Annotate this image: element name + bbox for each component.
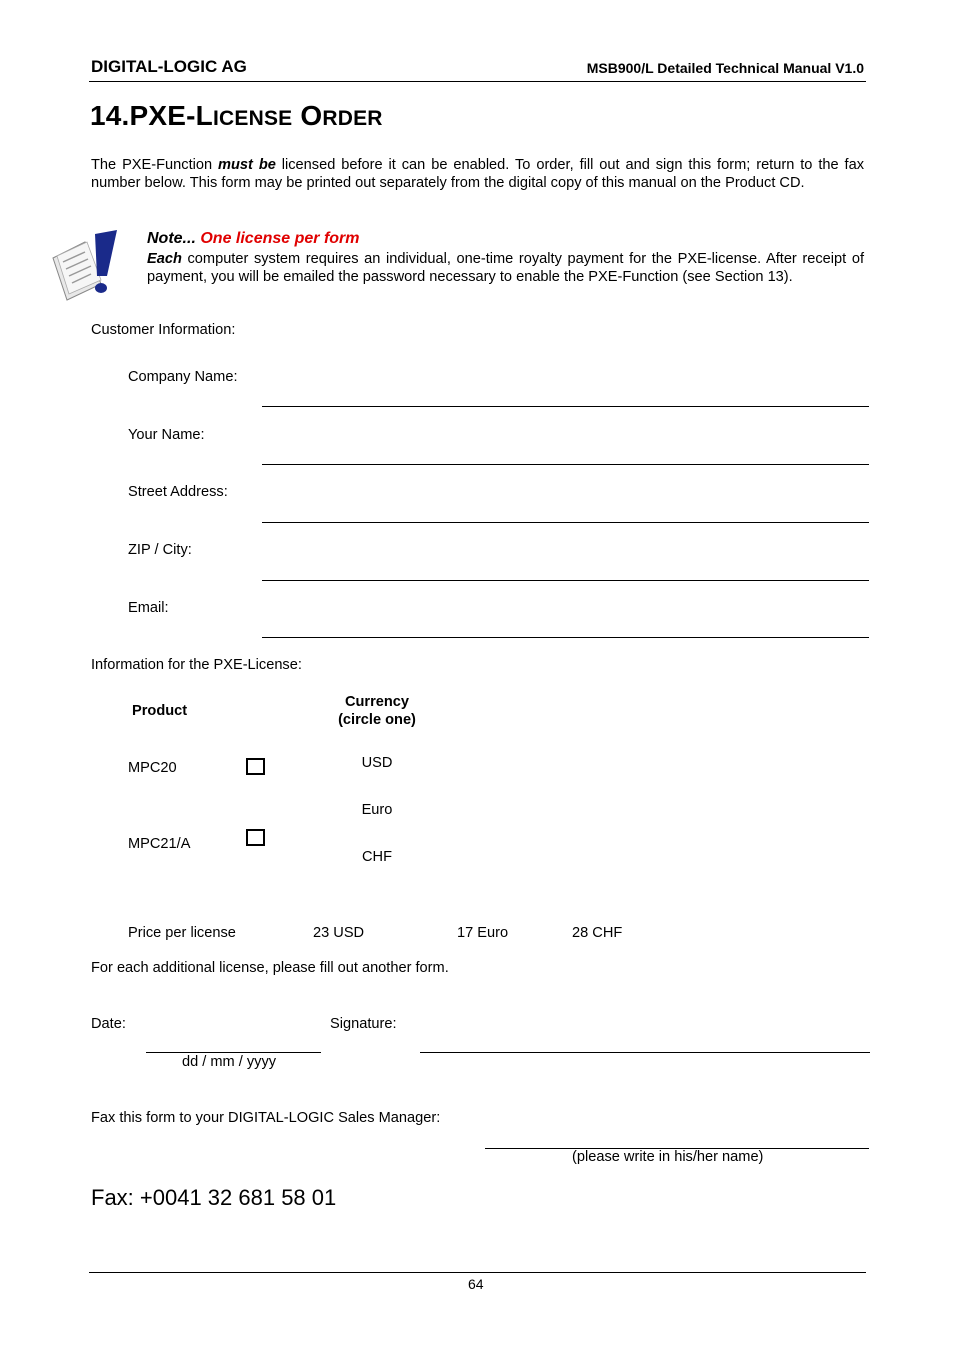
signature-line[interactable] (420, 1052, 870, 1053)
note-body (147, 250, 864, 286)
fax-instruction: Fax this form to your DIGITAL-LOGIC Sales Manager: (91, 1110, 441, 1126)
title-smallcaps-2: RDER (322, 107, 383, 130)
license-heading: Information for the PXE-License: (91, 657, 302, 673)
note-emphasis: Each (147, 251, 182, 267)
product-mpc21a-checkbox[interactable] (246, 829, 265, 846)
sales-manager-hint: (please write in his/her name) (572, 1149, 764, 1165)
intro-text-2: licensed before it can be enabled. To order, fill out and sign this form; return to the fax number below. This form may be printed out separately from the digital copy of this manual on the Product CD. (91, 157, 865, 192)
title-number: 14.PXE-L (90, 100, 213, 131)
note-heading (147, 230, 360, 248)
your-name-line[interactable] (262, 464, 869, 465)
zip-city-line[interactable] (262, 580, 869, 581)
currency-column-subheader: (circle one) (338, 712, 416, 728)
intro-emphasis: must be (218, 157, 276, 173)
intro-text-1: The PXE-Function (91, 157, 219, 173)
note-highlight: One license per form (200, 230, 360, 247)
fax-number: Fax: +0041 32 681 58 01 (91, 1185, 337, 1210)
price-usd: 23 USD (313, 925, 365, 941)
email-line[interactable] (262, 637, 869, 638)
note-label: Note... (147, 230, 196, 247)
price-label: Price per license (128, 925, 236, 941)
page-title (90, 100, 383, 132)
additional-license-note: For each additional license, please fill out another form. (91, 960, 449, 976)
header-company: DIGITAL-LOGIC AG (91, 57, 247, 76)
currency-chf-option[interactable]: CHF (362, 849, 392, 865)
footer-divider (89, 1272, 866, 1273)
header-manual-title: MSB900/L Detailed Technical Manual V1.0 (586, 60, 864, 76)
product-mpc21a-label: MPC21/A (128, 836, 191, 852)
date-line[interactable] (146, 1052, 321, 1053)
date-label: Date: (91, 1016, 126, 1032)
product-column-header: Product (132, 703, 188, 719)
zip-city-label: ZIP / City: (128, 542, 192, 558)
currency-usd-option[interactable]: USD (361, 755, 393, 771)
note-text: computer system requires an individual, one-time royalty payment for the PXE-license. After receipt of payment, you will be emailed the password necessary to enable the PXE-Function (see Section 13). (147, 251, 864, 286)
title-smallcaps-1: ICENSE (212, 107, 293, 130)
company-name-line[interactable] (262, 406, 869, 407)
product-mpc20-checkbox[interactable] (246, 758, 265, 775)
intro-paragraph (91, 156, 864, 192)
signature-label: Signature: (330, 1016, 397, 1032)
price-euro: 17 Euro (457, 925, 509, 941)
customer-heading: Customer Information: (91, 322, 236, 338)
currency-euro-option[interactable]: Euro (361, 802, 393, 818)
street-address-label: Street Address: (128, 484, 228, 500)
header-divider (89, 81, 866, 82)
currency-column-header: Currency (344, 694, 410, 710)
price-chf: 28 CHF (572, 925, 623, 941)
note-exclamation-icon (45, 228, 131, 302)
email-label: Email: (128, 600, 169, 616)
date-format-hint: dd / mm / yyyy (182, 1054, 277, 1070)
company-name-label: Company Name: (128, 369, 238, 385)
title-mid: O (292, 100, 323, 131)
street-address-line[interactable] (262, 522, 869, 523)
your-name-label: Your Name: (128, 427, 205, 443)
page-number: 64 (468, 1276, 484, 1292)
product-mpc20-label: MPC20 (128, 760, 177, 776)
